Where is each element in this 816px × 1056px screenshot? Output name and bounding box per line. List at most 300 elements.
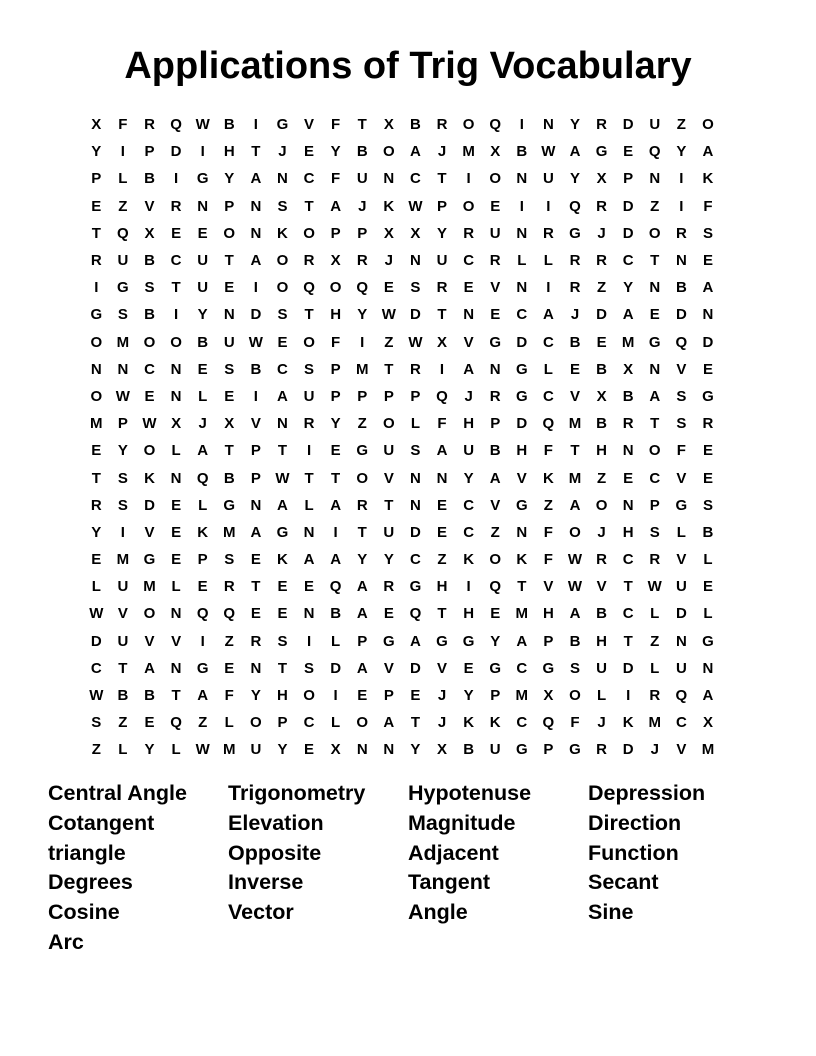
grid-letter: E [171,551,182,569]
grid-letter: G [276,116,289,134]
grid-letter: H [223,143,235,161]
grid-letter: C [622,605,634,623]
grid-letter: S [117,306,128,324]
grid-letter: S [224,360,235,378]
grid-letter: I [306,442,312,460]
grid-letter: I [306,632,312,650]
grid-letter: A [330,551,342,569]
grid-letter: F [437,415,447,433]
grid-letter: E [702,442,713,460]
grid-letter: X [171,415,182,433]
grid-letter: C [170,252,182,270]
grid-letter: I [173,306,179,324]
word-bank-item: Magnitude [408,810,516,835]
grid-letter: X [91,116,102,134]
grid-letter: N [622,442,634,460]
grid-letter: L [304,496,314,514]
grid-letter: B [622,387,634,405]
grid-letter: V [144,197,155,215]
grid-row [83,383,735,410]
grid-letter: M [355,360,369,378]
grid-letter: N [170,469,182,487]
grid-letter: R [596,116,607,134]
grid-letter: Z [596,279,607,297]
grid-letter: T [357,116,367,134]
grid-letter: I [200,632,205,650]
grid-letter: D [622,659,634,677]
grid-letter: N [197,197,209,215]
grid-letter: R [436,116,448,134]
grid-letter: Y [463,469,474,487]
word-bank-item: Secant [588,870,659,895]
grid-letter: N [383,170,395,188]
grid-letter: R [90,252,102,270]
grid-letter: Q [170,714,182,732]
grid-letter: N [649,360,661,378]
grid-letter: V [383,659,394,677]
grid-letter: E [437,523,448,541]
grid-letter: Q [675,333,688,351]
grid-letter: E [144,714,155,732]
grid-letter: L [703,605,713,623]
word-bank-item: Hypotenuse [408,781,532,805]
grid-letter: L [91,578,101,596]
grid-letter: V [676,360,687,378]
grid-letter: X [490,143,501,161]
grid-letter: E [277,578,288,596]
grid-letter: L [676,523,686,541]
grid-letter: F [676,442,686,460]
grid-letter: L [650,659,660,677]
grid-letter: A [436,442,448,460]
grid-letter: T [171,687,181,705]
grid-letter: V [437,659,448,677]
grid-letter: D [622,116,634,134]
grid-letter: E [357,687,368,705]
grid-letter: F [118,116,128,134]
grid-letter: D [410,306,421,324]
grid-letter: C [463,496,475,514]
grid-row [83,628,735,655]
grid-letter: T [623,578,633,596]
grid-letter: B [144,687,155,705]
grid-letter: E [91,551,102,569]
grid-letter: B [569,333,581,351]
grid-letter: E [490,197,501,215]
grid-letter: Y [357,551,368,569]
grid-letter: P [490,415,501,433]
grid-letter: E [277,605,288,623]
grid-letter: K [277,551,288,569]
grid-letter: K [197,523,209,541]
grid-letter: N [250,197,262,215]
grid-letter: R [463,224,475,242]
grid-letter: D [250,306,262,324]
grid-letter: L [703,551,713,569]
word-bank-item: Inverse [228,870,304,895]
grid-letter: V [304,116,315,134]
grid-letter: C [516,659,528,677]
grid-letter: Q [569,197,581,215]
grid-letter: E [383,605,394,623]
grid-letter: Y [91,523,102,541]
grid-letter: T [118,659,128,677]
grid-letter: S [410,442,421,460]
grid-letter: B [516,143,528,161]
grid-letter: W [541,143,556,161]
grid-letter: Y [410,741,421,759]
grid-letter: Y [330,415,341,433]
grid-letter: R [170,197,182,215]
grid-letter: E [702,469,713,487]
grid-letter: V [490,496,501,514]
word-bank-item: Cotangent [48,810,155,835]
grid-letter: H [277,687,288,705]
grid-letter: E [197,224,208,242]
grid-letter: T [437,605,447,623]
grid-letter: I [466,170,471,188]
grid-letter: E [702,252,713,270]
grid-letter: M [621,333,635,351]
grid-row [83,600,735,627]
grid-letter: Q [196,605,209,623]
grid-row [83,546,735,573]
grid-letter: T [517,578,527,596]
grid-letter: T [437,306,447,324]
grid-letter: S [91,714,102,732]
grid-letter: O [276,279,289,297]
grid-letter: O [569,523,581,541]
grid-letter: X [383,116,394,134]
grid-letter: R [649,687,661,705]
grid-letter: B [144,252,155,270]
word-bank-item: Elevation [228,810,324,835]
grid-letter: V [516,469,527,487]
grid-letter: T [224,252,234,270]
grid-letter: Z [543,496,553,514]
grid-letter: E [330,442,341,460]
grid-letter: V [490,279,501,297]
grid-letter: A [569,605,581,623]
grid-letter: W [408,197,423,215]
word-bank-item: Direction [588,810,682,835]
grid-letter: E [304,741,315,759]
grid-letter: N [223,306,235,324]
grid-letter: G [515,496,528,514]
grid-letter: I [253,116,258,134]
grid-letter: M [568,415,582,433]
grid-letter: T [650,252,660,270]
grid-row [83,111,735,138]
grid-letter: G [276,523,289,541]
grid-letter: T [251,578,261,596]
grid-letter: U [649,116,661,134]
grid-letter: G [90,306,103,324]
grid-letter: Q [675,687,688,705]
word-bank-item: Central Angle [48,781,187,805]
grid-letter: M [701,741,715,759]
grid-letter: F [570,714,580,732]
grid-letter: X [144,224,155,242]
grid-letter: L [171,578,181,596]
grid-letter: T [91,469,101,487]
grid-letter: R [223,578,235,596]
word-bank-item: Degrees [48,870,133,895]
grid-letter: I [333,523,338,541]
grid-letter: T [650,415,660,433]
grid-letter: U [489,741,501,759]
grid-letter: G [542,659,555,677]
grid-letter: E [250,605,261,623]
grid-letter: G [143,551,156,569]
grid-letter: E [649,306,660,324]
grid-letter: I [519,116,524,134]
grid-letter: N [516,523,528,541]
grid-letter: B [596,605,607,623]
grid-letter: X [330,252,341,270]
grid-letter: L [224,714,234,732]
grid-letter: N [277,415,288,433]
grid-row [83,682,735,709]
grid-letter: N [675,252,687,270]
grid-letter: Q [303,279,315,297]
grid-letter: B [596,360,607,378]
grid-letter: E [490,306,501,324]
grid-letter: N [170,387,182,405]
grid-letter: O [595,496,608,514]
grid-letter: T [437,170,447,188]
grid-row [83,165,735,192]
grid-letter: K [383,197,395,215]
grid-letter: X [437,741,448,759]
grid-letter: N [303,605,315,623]
grid-row [83,356,735,383]
grid-row [83,492,735,519]
grid-letter: B [330,605,342,623]
grid-letter: W [275,469,290,487]
grid-letter: T [91,224,101,242]
grid-letter: U [197,279,209,297]
grid-letter: D [516,415,528,433]
grid-letter: L [650,605,660,623]
grid-letter: O [489,170,502,188]
grid-letter: W [89,605,104,623]
grid-letter: N [250,496,262,514]
grid-letter: N [702,659,714,677]
grid-letter: E [569,360,580,378]
grid-letter: C [649,469,661,487]
grid-letter: Z [118,197,128,215]
grid-letter: D [410,659,421,677]
grid-letter: E [224,659,235,677]
grid-letter: B [569,632,581,650]
grid-letter: V [463,333,474,351]
grid-row [83,274,735,301]
grid-letter: L [118,741,128,759]
grid-letter: D [144,496,155,514]
grid-letter: A [197,687,209,705]
grid-letter: G [489,659,502,677]
grid-letter: Y [676,143,687,161]
grid-letter: U [303,387,315,405]
grid-letter: S [277,197,288,215]
grid-letter: N [622,496,634,514]
grid-row [83,193,735,220]
grid-letter: Q [223,605,236,623]
grid-letter: X [383,224,394,242]
grid-letter: D [622,224,634,242]
grid-letter: U [596,659,607,677]
word-bank-item: Arc [48,929,84,954]
grid-letter: K [277,224,288,242]
grid-letter: S [144,279,155,297]
grid-letter: Y [277,741,288,759]
grid-letter: R [410,360,421,378]
grid-letter: J [464,387,473,405]
grid-letter: Y [91,143,102,161]
grid-row [83,573,735,600]
grid-letter: M [568,469,582,487]
grid-letter: H [516,442,528,460]
word-bank-item: Cosine [48,900,120,925]
grid-letter: S [676,387,687,405]
grid-letter: P [277,714,288,732]
word-bank-item: Function [588,840,679,865]
word-bank-item: Vector [228,900,294,925]
grid-letter: P [543,741,554,759]
grid-letter: J [278,143,287,161]
grid-letter: H [622,523,634,541]
grid-letter: U [117,632,129,650]
grid-letter: C [542,387,554,405]
grid-letter: Z [650,632,660,650]
grid-letter: L [410,415,420,433]
grid-letter: J [437,714,447,732]
grid-letter: H [596,442,607,460]
grid-letter: P [357,224,368,242]
grid-letter: R [596,252,607,270]
grid-letter: A [489,469,501,487]
grid-letter: C [90,659,102,677]
grid-letter: I [546,279,551,297]
grid-letter: Y [357,306,368,324]
grid-letter: A [702,143,714,161]
grid-letter: T [410,714,420,732]
grid-letter: O [462,116,475,134]
grid-letter: A [516,632,528,650]
grid-letter: V [569,387,580,405]
grid-letter: N [675,632,687,650]
grid-letter: T [331,469,341,487]
grid-letter: E [437,496,448,514]
grid-letter: U [383,523,395,541]
grid-letter: R [90,496,102,514]
grid-letter: W [89,687,104,705]
grid-letter: A [356,659,368,677]
grid-letter: N [516,279,528,297]
grid-letter: N [410,252,421,270]
grid-letter: I [679,197,684,215]
grid-letter: E [304,578,315,596]
grid-letter: E [171,496,182,514]
grid-letter: T [224,442,234,460]
grid-letter: O [303,333,315,351]
grid-letter: X [410,224,421,242]
grid-letter: L [517,252,527,270]
grid-letter: E [702,360,713,378]
grid-letter: E [490,605,501,623]
grid-letter: S [569,659,580,677]
grid-letter: V [144,523,155,541]
grid-letter: O [170,333,182,351]
grid-letter: X [596,170,607,188]
grid-letter: Q [117,224,129,242]
grid-letter: A [622,306,634,324]
grid-letter: R [489,252,501,270]
grid-letter: O [462,197,475,215]
grid-row [83,220,735,247]
grid-letter: K [622,714,634,732]
grid-letter: N [463,306,475,324]
grid-letter: K [542,469,554,487]
grid-letter: G [409,578,422,596]
grid-letter: W [195,741,210,759]
grid-row [83,736,735,763]
grid-letter: A [569,143,581,161]
grid-letter: Z [118,714,128,732]
grid-letter: N [649,170,661,188]
grid-letter: Q [170,116,182,134]
grid-letter: Y [463,687,474,705]
grid-letter: U [383,442,395,460]
grid-letter: D [622,741,634,759]
word-bank-item: Angle [408,900,468,925]
grid-letter: T [277,659,288,677]
grid-letter: B [410,116,421,134]
grid-letter: N [542,116,554,134]
grid-letter: F [331,116,341,134]
grid-letter: A [410,632,421,650]
grid-letter: E [463,659,474,677]
grid-letter: A [463,360,475,378]
grid-letter: L [596,687,607,705]
grid-letter: B [144,170,155,188]
grid-letter: I [253,279,258,297]
grid-letter: X [224,415,235,433]
grid-letter: O [489,551,502,569]
grid-letter: Q [196,469,209,487]
grid-letter: C [144,360,155,378]
grid-letter: U [436,252,448,270]
grid-letter: B [463,741,475,759]
grid-letter: P [330,360,341,378]
grid-letter: D [675,306,687,324]
grid-letter: J [437,687,447,705]
grid-letter: R [250,632,262,650]
grid-letter: Q [489,116,502,134]
grid-letter: E [304,143,315,161]
grid-letter: E [463,279,474,297]
grid-letter: S [224,551,235,569]
grid-letter: O [276,252,289,270]
grid-letter: T [357,523,367,541]
grid-letter: O [303,224,315,242]
grid-letter: O [648,224,661,242]
grid-letter: A [277,387,288,405]
page-title: Applications of Trig Vocabulary [124,45,692,87]
grid-letter: M [648,714,662,732]
grid-letter: G [489,333,502,351]
